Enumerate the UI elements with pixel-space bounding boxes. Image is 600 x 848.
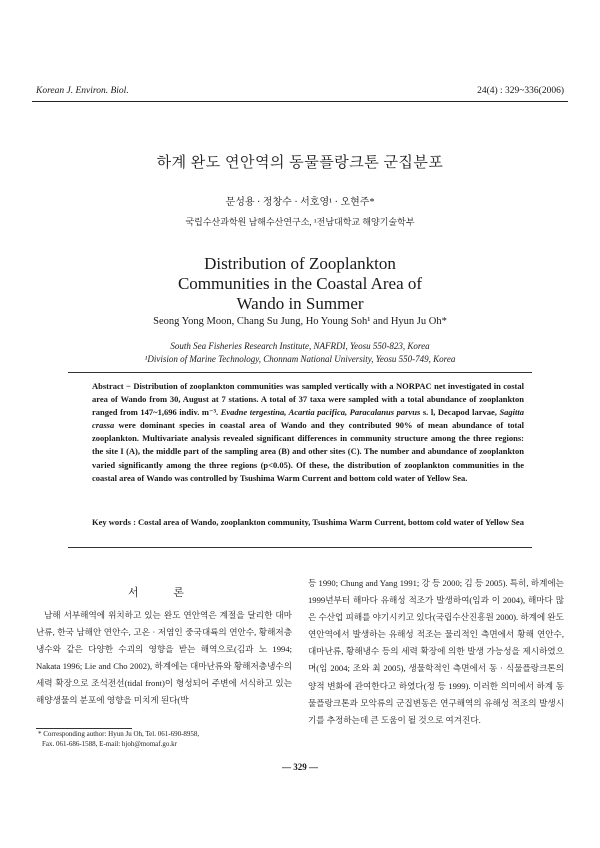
abstract-species-1: Evadne tergestina, Acartia pacifica, Paracalanus parvus bbox=[220, 407, 421, 418]
english-title: Distribution of Zooplankton Communities in the Coastal Area of Wando in Summer bbox=[177, 254, 423, 313]
page-number: — 329 — bbox=[282, 762, 318, 772]
korean-authors: 문성용 · 정창수 · 서호영¹ · 오현주* bbox=[225, 197, 375, 208]
korean-affiliation: 국립수산과학원 남해수산연구소, ¹전남대학교 해양기술학부 bbox=[185, 217, 415, 227]
abstract-text-2: s. l, Decapod larvae, bbox=[420, 407, 500, 418]
abstract bbox=[92, 380, 524, 485]
abstract-species-2: Sagitta crassa bbox=[92, 407, 525, 431]
english-authors: Seong Yong Moon, Chang Su Jung, Ho Young Soh¹ and Hyun Ju Oh* bbox=[153, 316, 447, 327]
affiliation-2: ¹Division of Marine Technology, Chonnam National University, Yeosu 550-749, Korea bbox=[144, 354, 456, 364]
volume-pages: 24(4) : 329~336(2006) bbox=[477, 86, 564, 96]
footnote-rule bbox=[36, 728, 132, 729]
abstract-label: Abstract bbox=[92, 381, 124, 391]
body-left-column: 남해 서부해역에 위치하고 있는 완도 연안역은 계절을 달리한 대마난류, 한국 남해안 연안수, 고온 · 저염인 중국대륙의 연안수, 황해저층냉수와 같은 다양한 수괴의 영향을 받는 해역으로(김과 노 1994; Nakata 1996; Lie and Cho 2002), 하계에는 대마난류와 황해저층냉수의 세력 확장으로 조석전선(tidal front)이 형성되어 주변에 서식하고 있는 해양생물의 분포에 영향을 미치게 된다(박 bbox=[36, 610, 292, 706]
keywords-text: Costal area of Wando, zooplankton community, Tsushima Warm Current, bottom cold water of Yellow Sea bbox=[138, 517, 524, 527]
section-title-introduction: 서 론 bbox=[127, 587, 200, 599]
korean-title: 하계 완도 연안역의 동물플랑크톤 군집분포 bbox=[156, 155, 444, 171]
header-rule bbox=[32, 101, 568, 102]
affiliation-1: South Sea Fisheries Research Institute, NAFRDI, Yeosu 550-823, Korea bbox=[170, 341, 430, 351]
keywords bbox=[92, 516, 576, 529]
abstract-text-3: were dominant species in coastal area of Wando and they contributed 90% of mean abundance of total zooplankton. Multivariate analysis revealed significant differences in community structure among the three regions: the site I (A), the middle part of the sampling area (B) and other sites (C). The number and abundance of zooplankton varied significantly among the three regions (p<0.05). Of these, the distribution of zooplankton communities in the coastal area of Wando was controlled by Tsushima Warm Current and bottom cold water of Yellow Sea. bbox=[92, 420, 524, 483]
body-right-column: 등 1990; Chung and Yang 1991; 강 등 2000; 김 등 2005). 특히, 하계에는 1999년부터 해마다 유해성 적조가 발생하여(임과 이 2004), 해마다 많은 수산업 피해를 야기시키고 있다(국립수산진흥원 2000). 하계에 완도 연안역에서 발생하는 유해성 적조는 물리적인 측면에서 황해 연안수, 대마난류, 황해냉수 등의 세력 확장에 의한 발생 가능성을 제시하였으며(임 2004; 조와 최 2005), 생물학적인 측면에서 동 · 식물플랑크톤의 양적 변화에 관여한다고 하였다(정 등 1999). 이러한 의미에서 하계 동물플랑크톤과 모악류의 군집변동은 연구해역의 유해성 적조의 발생시기를 추정하는데 큰 도움이 될 것으로 여겨진다. bbox=[308, 578, 564, 725]
journal-name: Korean J. Environ. Biol. bbox=[36, 86, 129, 96]
footnote-line-2: Fax. 061-686-1588, E-mail: hjoh@momaf.go.kr bbox=[42, 739, 177, 748]
keywords-label: Key words : bbox=[92, 517, 139, 527]
footnote-line-1: * Corresponding author: Hyun Ju Oh, Tel. 061-690-8958, bbox=[38, 730, 200, 738]
footnote bbox=[38, 730, 199, 749]
abstract-text-1: − Distribution of zooplankton communities was sampled vertically with a NORPAC net investigated in costal area of Wando from 30, August at 7 stations. A total of 37 taxa were sampled with a total abundance of zooplankton ranged from 147~1,696 indiv. m⁻³. bbox=[92, 381, 524, 418]
